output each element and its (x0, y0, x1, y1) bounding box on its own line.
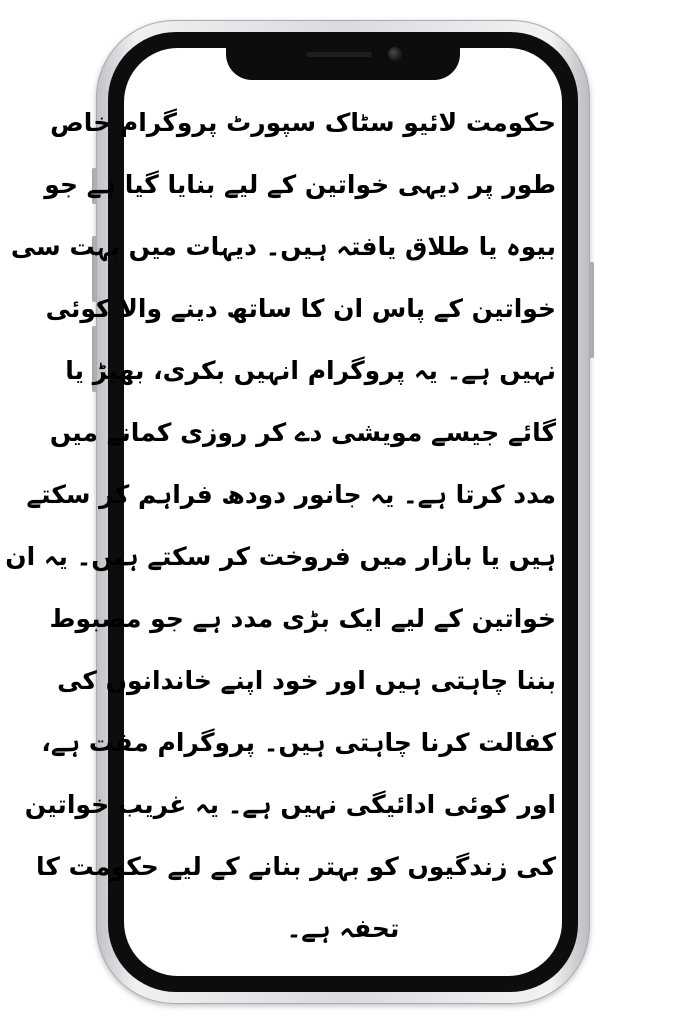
text-line: بیوہ یا طلاق یافتہ ہیں۔ دیہات میں بہت سی (10, 232, 556, 261)
text-line: بننا چاہتی ہیں اور خود اپنے خاندانوں کی (57, 666, 556, 695)
text-line: گائے جیسے مویشی دے کر روزی کمانے میں (49, 418, 556, 447)
phone-notch (226, 44, 460, 80)
text-line: حکومت لائیو سٹاک سپورٹ پروگرام خاص (50, 108, 556, 137)
front-camera-icon (388, 47, 402, 61)
text-line: ہیں یا بازار میں فروخت کر سکتے ہیں۔ یہ ان (5, 542, 556, 571)
text-line: خواتین کے پاس ان کا ساتھ دینے والا کوئی (45, 294, 556, 323)
text-line: طور پر دیہی خواتین کے لیے بنایا گیا ہے جو (44, 170, 556, 199)
speaker-grille (306, 52, 372, 57)
text-line: کفالت کرنا چاہتی ہیں۔ پروگرام مفت ہے، (41, 728, 556, 757)
text-line: نہیں ہے۔ یہ پروگرام انہیں بکری، بھیڑ یا (65, 356, 556, 385)
text-line: خواتین کے لیے ایک بڑی مدد ہے جو مضبوط (49, 604, 556, 633)
text-line: کی زندگیوں کو بہتر بنانے کے لیے حکومت کا (36, 852, 556, 881)
text-line: تحفہ ہے۔ (286, 914, 400, 943)
article-text (5, 92, 556, 960)
text-line: اور کوئی ادائیگی نہیں ہے۔ یہ غریب خواتین (24, 790, 556, 819)
text-line: مدد کرتا ہے۔ یہ جانور دودھ فراہم کر سکتے (26, 480, 556, 509)
